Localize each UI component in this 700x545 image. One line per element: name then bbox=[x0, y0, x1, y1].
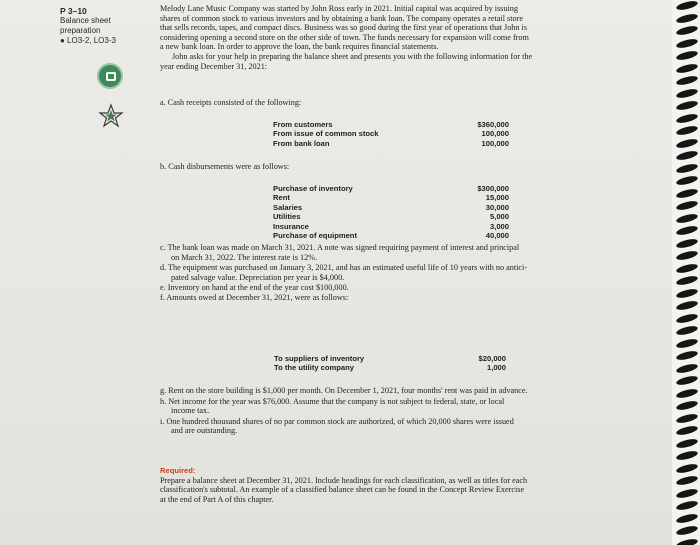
connect-badge-icon bbox=[97, 63, 123, 89]
item-h: h. Net income for the year was $76,000. Assume that the company is not subject to federal, state, or local income tax. bbox=[160, 396, 505, 416]
spiral-ring bbox=[675, 474, 698, 486]
spiral-ring bbox=[675, 512, 698, 524]
spiral-ring bbox=[675, 499, 698, 511]
spiral-ring bbox=[675, 274, 698, 286]
spiral-ring bbox=[675, 224, 698, 236]
spiral-ring bbox=[675, 449, 698, 461]
spiral-ring bbox=[675, 187, 698, 199]
table-row: Utilities 5,000 bbox=[273, 212, 509, 222]
item-d: d. The equipment was purchased on January 3, 2021, and has an estimated useful life of 10 years with no antici- pated salvage value. Depreciation per year is $4,000. bbox=[160, 263, 528, 282]
table-row: From bank loan 100,000 bbox=[273, 138, 509, 148]
spiral-ring bbox=[675, 37, 698, 49]
item-c: c. The bank loan was made on March 31, 2021. A note was signed requiring payment of interest and principal on March 31, 2022. The interest rate is 12%. bbox=[160, 243, 520, 262]
amounts-owed-table bbox=[274, 354, 506, 373]
spiral-ring bbox=[675, 174, 698, 186]
item-g: g. Rent on the store building is $1,000 per month. On December 1, 2021, four months' rent was paid in advance. bbox=[160, 386, 528, 395]
required-section: Required: Prepare a balance sheet at December 31, 2021. Include headings for each classification, as well as titles for each classification's subtotal. An example of a classified balance sheet can be found in the Concept Review Exercise at the end of Part A of this chapter. bbox=[160, 466, 622, 504]
spiral-ring bbox=[675, 0, 698, 12]
problem-number: P 3–10 bbox=[60, 6, 87, 16]
spiral-ring bbox=[675, 387, 698, 399]
spiral-ring bbox=[675, 262, 698, 274]
spiral-ring bbox=[675, 437, 698, 449]
table-row: To the utility company 1,000 bbox=[274, 363, 506, 373]
item-i: i. One hundred thousand shares of no par common stock are authorized, of which 20,000 shares were issued and are outstanding. bbox=[160, 416, 514, 436]
table-row: From customers $360,000 bbox=[273, 120, 509, 129]
table-row: Rent 15,000 bbox=[273, 193, 509, 203]
spiral-ring bbox=[675, 249, 698, 261]
spiral-ring bbox=[675, 237, 698, 249]
table-row: Insurance 3,000 bbox=[273, 221, 509, 231]
spiral-ring bbox=[675, 412, 698, 424]
items-c-to-f bbox=[160, 243, 620, 303]
spiral-ring bbox=[675, 99, 698, 111]
spiral-ring bbox=[675, 324, 698, 336]
table-row: To suppliers of inventory $20,000 bbox=[274, 354, 506, 363]
spiral-ring bbox=[675, 537, 698, 545]
spiral-ring bbox=[675, 299, 698, 311]
spiral-binding bbox=[672, 0, 700, 545]
spiral-ring bbox=[675, 24, 698, 36]
table-row: Salaries 30,000 bbox=[273, 202, 509, 212]
learning-objectives: ● LO3-2, LO3-3 bbox=[60, 36, 116, 45]
cash-disbursements-table bbox=[273, 184, 509, 240]
spiral-ring bbox=[675, 49, 698, 61]
table-row: From issue of common stock 100,000 bbox=[273, 129, 509, 139]
spiral-ring bbox=[675, 137, 698, 149]
table-row: Purchase of equipment 40,000 bbox=[273, 231, 509, 241]
spiral-ring bbox=[675, 87, 698, 99]
problem-intro bbox=[160, 4, 620, 71]
spiral-ring bbox=[675, 312, 698, 324]
spiral-ring bbox=[675, 74, 698, 86]
spiral-ring bbox=[675, 462, 698, 474]
spiral-ring bbox=[675, 149, 698, 161]
spiral-ring bbox=[675, 374, 698, 386]
spiral-ring bbox=[675, 424, 698, 436]
topic-line-2: preparation bbox=[60, 26, 101, 35]
spiral-ring bbox=[675, 287, 698, 299]
intro-paragraph-1: Melody Lane Music Company was started by John Ross early in 2021. Initial capital was acquired by issuing shares of common stock to various investors and by obtaining a bank loan. The company operates a retail store that sells records, tapes, and compact discs. Business was so good during the first year of operations that John is considering opening a second store on the other side of town. The funds necessary for expansion will come from a new bank loan. In order to approve the loan, the bank requires financial statements. bbox=[160, 4, 529, 52]
spiral-ring bbox=[675, 162, 698, 174]
spiral-ring bbox=[675, 399, 698, 411]
spiral-ring bbox=[675, 362, 698, 374]
star-icon bbox=[98, 103, 124, 129]
item-a-label: a. Cash receipts consisted of the following: bbox=[160, 98, 302, 107]
item-f: f. Amounts owed at December 31, 2021, were as follows: bbox=[160, 292, 349, 302]
table-row: Purchase of inventory $300,000 bbox=[273, 184, 509, 193]
spiral-ring bbox=[675, 524, 698, 536]
topic-line-1: Balance sheet bbox=[60, 16, 111, 25]
spiral-ring bbox=[675, 337, 698, 349]
spiral-ring bbox=[675, 212, 698, 224]
required-heading: Required: bbox=[160, 466, 196, 475]
cash-receipts-table bbox=[273, 120, 509, 148]
spiral-ring bbox=[675, 112, 698, 124]
spiral-ring bbox=[675, 12, 698, 24]
item-b-label: b. Cash disbursements were as follows: bbox=[160, 162, 290, 171]
items-g-to-i bbox=[160, 386, 622, 436]
problem-sidebar bbox=[60, 6, 140, 46]
spiral-ring bbox=[675, 199, 698, 211]
spiral-ring bbox=[675, 124, 698, 136]
spiral-ring bbox=[675, 487, 698, 499]
intro-paragraph-2: John asks for your help in preparing the balance sheet and presents you with the following information for the year ending December 31, 2021: bbox=[160, 51, 533, 71]
spiral-ring bbox=[675, 349, 698, 361]
spiral-ring bbox=[675, 62, 698, 74]
item-e: e. Inventory on hand at the end of the year cost $100,000. bbox=[160, 283, 349, 293]
